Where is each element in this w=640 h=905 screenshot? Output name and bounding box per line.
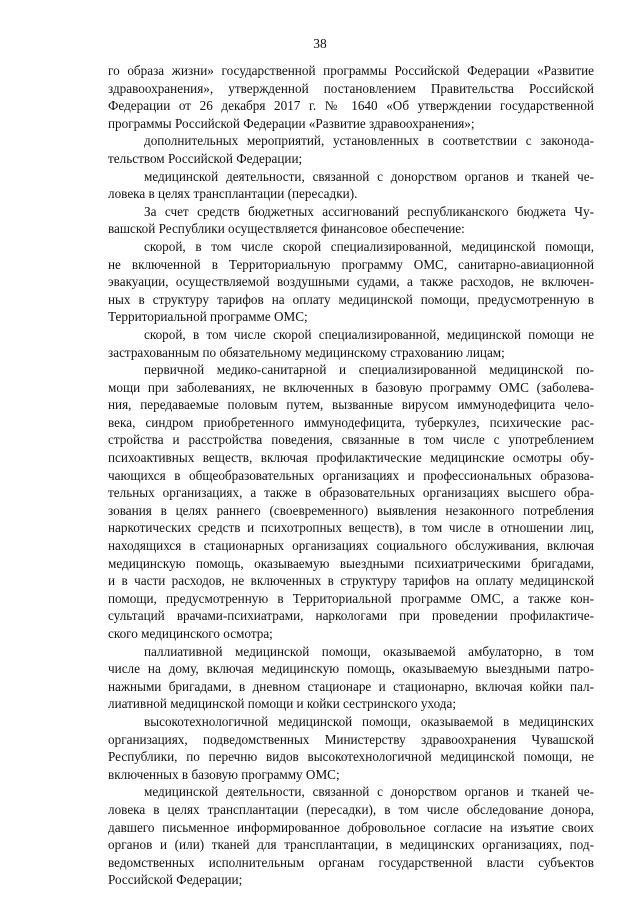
document-body (108, 62, 594, 889)
text-line: высокотехнологичной медицинской помощи, оказываемой в медицинских (144, 713, 594, 729)
text-line: века, синдром приобретенного иммунодефицита, туберкулез, психические рас- (108, 414, 594, 430)
text-line: тельством Российской Федерации; (108, 150, 303, 166)
text-line: тельных организациях, а также в образовательных организациях высшего обра- (108, 485, 594, 501)
text-line: скорой, в том числе скорой специализированной, медицинской помощи не (144, 326, 594, 342)
text-line: эвакуации, осуществляемой воздушными судами, а также расходов, не включен- (108, 274, 594, 290)
text-line: не включенной в Территориальную программу ОМС, санитарно-авиационной (108, 256, 594, 272)
text-line: ных в структуру тарифов на оплату медицинской помощи, предусмотренную в (108, 291, 594, 307)
text-line: Федерации от 26 декабря 2017 г. № 1640 «Об утверждении государственной (108, 98, 594, 114)
text-line: давшего письменное информированное добровольное согласие на изъятие своих (108, 819, 594, 835)
paragraph (108, 62, 594, 132)
text-line: нажными бригадами, в дневном стационаре и стационарно, включая койки пал- (108, 678, 594, 694)
text-line: скорой, в том числе скорой специализированной, медицинской помощи, (144, 238, 594, 254)
text-line: наркотических средств и психотропных веществ), в том числе в отношении лиц, (108, 520, 594, 536)
text-line: медицинской деятельности, связанной с донорством органов и тканей че- (144, 784, 594, 800)
page-number: 38 (313, 36, 327, 51)
text-line: включенных в базовую программу ОМС; (108, 766, 340, 782)
text-line: находящихся в стационарных организациях социального обслуживания, включая (108, 538, 594, 554)
text-line: органов и (или) тканей для трансплантации, в медицинских организациях, под- (108, 837, 594, 853)
paragraph (108, 643, 594, 713)
text-line: ведомственных исполнительным органам государственной власти субъектов (108, 854, 594, 870)
text-line: Территориальной программе ОМС; (108, 309, 308, 325)
paragraph (108, 361, 594, 643)
paragraph (108, 783, 594, 889)
text-line: и в части расходов, не включенных в структуру тарифов на оплату медицинской (108, 573, 594, 589)
text-line: Республики, по перечню видов высокотехнологичной медицинской помощи, не (108, 749, 594, 765)
text-line: мощи при заболеваниях, не включенных в базовую программу ОМС (заболева- (108, 379, 594, 395)
text-line: ловека в целях трансплантации (пересадки), в том числе обследование донора, (108, 801, 594, 817)
text-line: зования в целях раннего (своевременного) выявления незаконного потребления (108, 502, 594, 518)
paragraph (108, 168, 594, 203)
text-line: медицинской деятельности, связанной с донорством органов и тканей че- (144, 168, 594, 184)
paragraph (108, 203, 594, 238)
text-line: помощи, предусмотренную в Территориальной программе ОМС, а также кон- (108, 590, 594, 606)
text-line: медицинскую помощь, оказываемую выездными психиатрическими бригадами, (108, 555, 594, 571)
text-line: организациях, подведомственных Министерству здравоохранения Чувашской (108, 731, 594, 747)
text-line: ского медицинского осмотра; (108, 626, 273, 641)
text-line: психоактивных веществ, включая профилактические медицинские осмотры обу- (108, 450, 594, 466)
text-line: паллиативной медицинской помощи, оказываемой амбулаторно, в том (144, 643, 594, 659)
text-line: первичной медико-санитарной и специализированной медицинской по- (144, 362, 594, 378)
paragraph (108, 713, 594, 783)
paragraph (108, 132, 594, 167)
text-line: ния, передаваемые половым путем, вызванные вирусом иммунодефицита чело- (108, 397, 594, 413)
text-line: ловека в целях трансплантации (пересадки). (108, 186, 358, 202)
text-line: чающихся в общеобразовательных организациях и профессиональных образова- (108, 467, 594, 483)
text-line: здравоохранения», утвержденной постановлением Правительства Российской (108, 80, 594, 96)
text-line: го образа жизни» государственной программы Российской Федерации «Развитие (108, 63, 594, 78)
text-line: дополнительных мероприятий, установленных в соответствии с законода- (144, 133, 594, 149)
text-line: вашской Республики осуществляется финансовое обеспечение: (108, 221, 465, 237)
paragraph (108, 326, 594, 361)
text-line: застрахованным по обязательному медицинскому страхованию лицам; (108, 344, 505, 360)
text-line: лиативной медицинской помощи и койки сестринского ухода; (108, 696, 457, 712)
text-line: числе на дому, включая медицинскую помощь, оказываемую выездными патро- (108, 661, 594, 677)
paragraph (108, 238, 594, 326)
text-line: Российской Федерации; (108, 872, 243, 888)
text-line: программы Российской Федерации «Развитие здравоохранения»; (108, 115, 475, 131)
text-line: За счет средств бюджетных ассигнований республиканского бюджета Чу- (144, 203, 594, 219)
text-line: стройства и расстройства поведения, связанные в том числе с употреблением (108, 432, 594, 448)
text-line: сультаций врачами-психиатрами, наркологами при проведении профилактиче- (108, 608, 594, 624)
